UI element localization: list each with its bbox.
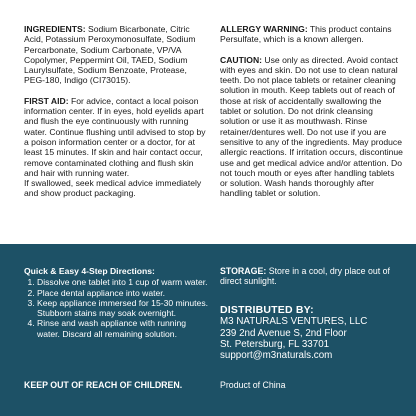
distributor-street: 239 2nd Avenue S, 2nd Floor — [220, 327, 347, 339]
distributor-email: support@m3naturals.com — [220, 349, 333, 361]
distributor-block — [220, 305, 404, 361]
directions-heading: Quick & Easy 4-Step Directions: — [24, 266, 155, 276]
directions-list — [24, 277, 210, 339]
left-column — [24, 24, 210, 199]
storage-heading: STORAGE: — [220, 266, 267, 276]
allergy-heading: ALLERGY WARNING: — [220, 24, 308, 34]
ingredients-heading: INGREDIENTS: — [24, 24, 86, 34]
country-of-origin: Product of China — [220, 380, 286, 390]
right-column — [220, 24, 404, 199]
distributor-city: St. Petersburg, FL 33701 — [220, 338, 330, 350]
keep-out-warning: KEEP OUT OF REACH OF CHILDREN. — [24, 380, 183, 390]
directions-block — [24, 266, 210, 339]
storage-text: Store in a cool, dry place out of direct sunlight. — [220, 266, 390, 287]
allergy-text: This product contains Persulfate, which is a known allergen. — [220, 24, 392, 45]
first-aid-swallow-text: If swallowed, seek medical advice immediately and show product packaging. — [24, 178, 202, 199]
caution-heading: CAUTION: — [220, 54, 263, 65]
first-aid-text: For advice, contact a local poison information center. If in eyes, hold eyelids apart and flush the eye continuously with running water. Continue flushing until advised to stop by a poison information center or a doctor, for at least 15 minutes. If skin and hair contact occur, remove contaminated clothing and flush skin and hair with running water. — [24, 95, 206, 178]
direction-step: 4. Rinse and wash appliance with running water. Discard all remaining solution. — [37, 318, 210, 339]
caution-text: Use only as directed. Avoid contact with eyes and skin. Do not use to clean natural teeth. Do not place tablets or retainer cleaning solution in mouth. Keep tablets out of reach of those at risk of accidentally swallowing the tablet or solution. Do not drink cleansing solution or use it as mouthwash. Rinse retainer/dentures well. Do not use if you are sensitive to any of the ingredients. May produce allergic reactions. If irritation occurs, discontinue use and get medical advice and/or attention. Do not touch mouth or eyes after handling tablets or solution. Wash hands thoroughly after handling tablet or solution. — [220, 54, 403, 199]
storage-block — [220, 266, 404, 287]
ingredients-block — [24, 24, 210, 86]
first-aid-block — [24, 96, 210, 178]
caution-block — [220, 55, 404, 199]
direction-step: 2. Place dental appliance into water. — [37, 288, 210, 298]
ingredients-text: Sodium Bicarbonate, Citric Acid, Potassium Peroxymonosulfate, Sodium Percarbonate, Sodium Carbonate, VP/VA Copolymer, Peppermint Oil, TAED, Sodium Laurylsulfate, Sodium Benzoate, Protease, PEG-180, Indigo (CI73015). — [24, 24, 196, 86]
direction-step: 3. Keep appliance immersed for 15-30 minutes. Stubborn stains may soak overnight. — [37, 298, 210, 319]
allergy-block — [220, 24, 404, 45]
first-aid-heading: FIRST AID: — [24, 95, 69, 106]
direction-step: 1. Dissolve one tablet into 1 cup of warm water. — [37, 277, 210, 287]
directions-panel — [0, 244, 416, 416]
distributor-name: M3 NATURALS VENTURES, LLC — [220, 316, 368, 328]
distributor-heading: DISTRIBUTED BY: — [220, 304, 314, 316]
